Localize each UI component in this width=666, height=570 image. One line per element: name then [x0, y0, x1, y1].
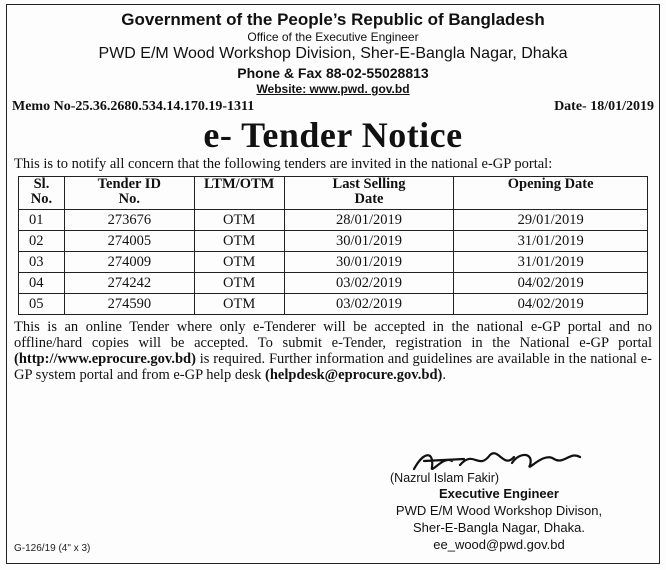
- cell-tender-id: 273676: [64, 210, 194, 231]
- helpdesk-email[interactable]: (helpdesk@eprocure.gov.bd): [265, 367, 443, 383]
- notice-title: e- Tender Notice: [203, 115, 463, 155]
- signatory-title: Executive Engineer: [439, 486, 559, 501]
- cell-sl: 03: [19, 252, 65, 273]
- cell-opening: 04/02/2019: [454, 273, 648, 294]
- cell-sl: 05: [19, 294, 65, 315]
- signatory-office-line2: Sher-E-Bangla Nagar, Dhaka.: [413, 520, 585, 535]
- cell-sl: 01: [19, 210, 65, 231]
- memo-number: Memo No-25.36.2680.534.14.170.19-1311: [12, 99, 255, 114]
- cell-method: OTM: [194, 210, 284, 231]
- header-opening-date: Opening Date: [454, 177, 648, 210]
- cell-method: OTM: [194, 294, 284, 315]
- instructions-paragraph: This is an online Tender where only e-Tenderer will be accepted in the national e-GP portal and no offline/hard copies will be accepted. To submit e-Tender, registration in the National e-GP portal (http://www.eprocure.gov.bd) is required. Further information and guidelines are available in the national e-GP system portal and from e-GP help desk (helpdesk@eprocure.gov.bd).: [14, 319, 652, 383]
- division-name: PWD E/M Wood Workshop Division, Sher-E-Bangla Nagar, Dhaka: [98, 45, 568, 62]
- cell-opening: 31/01/2019: [454, 231, 648, 252]
- cell-last-selling: 30/01/2019: [284, 252, 454, 273]
- cell-opening: 29/01/2019: [454, 210, 648, 231]
- phone-fax: Phone & Fax 88-02-55028813: [237, 65, 429, 81]
- cell-opening: 04/02/2019: [454, 294, 648, 315]
- government-name: Government of the People’s Republic of Bangladesh: [121, 10, 545, 29]
- cell-opening: 31/01/2019: [454, 252, 648, 273]
- signatory-office-line1: PWD E/M Wood Workshop Divison,: [395, 503, 603, 518]
- office-name: Office of the Executive Engineer: [247, 30, 419, 44]
- cell-method: OTM: [194, 231, 284, 252]
- publication-code: G-126/19 (4" x 3): [14, 543, 91, 554]
- signature-block: [384, 445, 614, 553]
- cell-last-selling: 03/02/2019: [284, 273, 454, 294]
- cell-sl: 02: [19, 231, 65, 252]
- cell-method: OTM: [194, 252, 284, 273]
- header-sl: Sl. No.: [19, 177, 65, 210]
- header-last-selling: Last Selling Date: [284, 177, 454, 210]
- cell-tender-id: 274242: [64, 273, 194, 294]
- cell-method: OTM: [194, 273, 284, 294]
- cell-sl: 04: [19, 273, 65, 294]
- header-tender-id: Tender ID No.: [64, 177, 194, 210]
- handwritten-signature: [394, 441, 594, 481]
- signatory-email[interactable]: ee_wood@pwd.gov.bd: [433, 537, 565, 552]
- cell-last-selling: 30/01/2019: [284, 231, 454, 252]
- cell-tender-id: 274590: [64, 294, 194, 315]
- header-ltm-otm: LTM/OTM: [194, 177, 284, 210]
- intro-paragraph: This is to notify all concern that the following tenders are invited in the national e-GP portal:: [14, 156, 553, 172]
- cell-last-selling: 03/02/2019: [284, 294, 454, 315]
- website-link[interactable]: Website: www.pwd. gov.bd: [256, 82, 410, 96]
- eprocure-link[interactable]: (http://www.eprocure.gov.bd): [14, 351, 196, 367]
- cell-tender-id: 274009: [64, 252, 194, 273]
- memo-date: Date- 18/01/2019: [554, 99, 654, 114]
- cell-last-selling: 28/01/2019: [284, 210, 454, 231]
- cell-tender-id: 274005: [64, 231, 194, 252]
- signatory-name: (Nazrul Islam Fakir): [390, 471, 500, 485]
